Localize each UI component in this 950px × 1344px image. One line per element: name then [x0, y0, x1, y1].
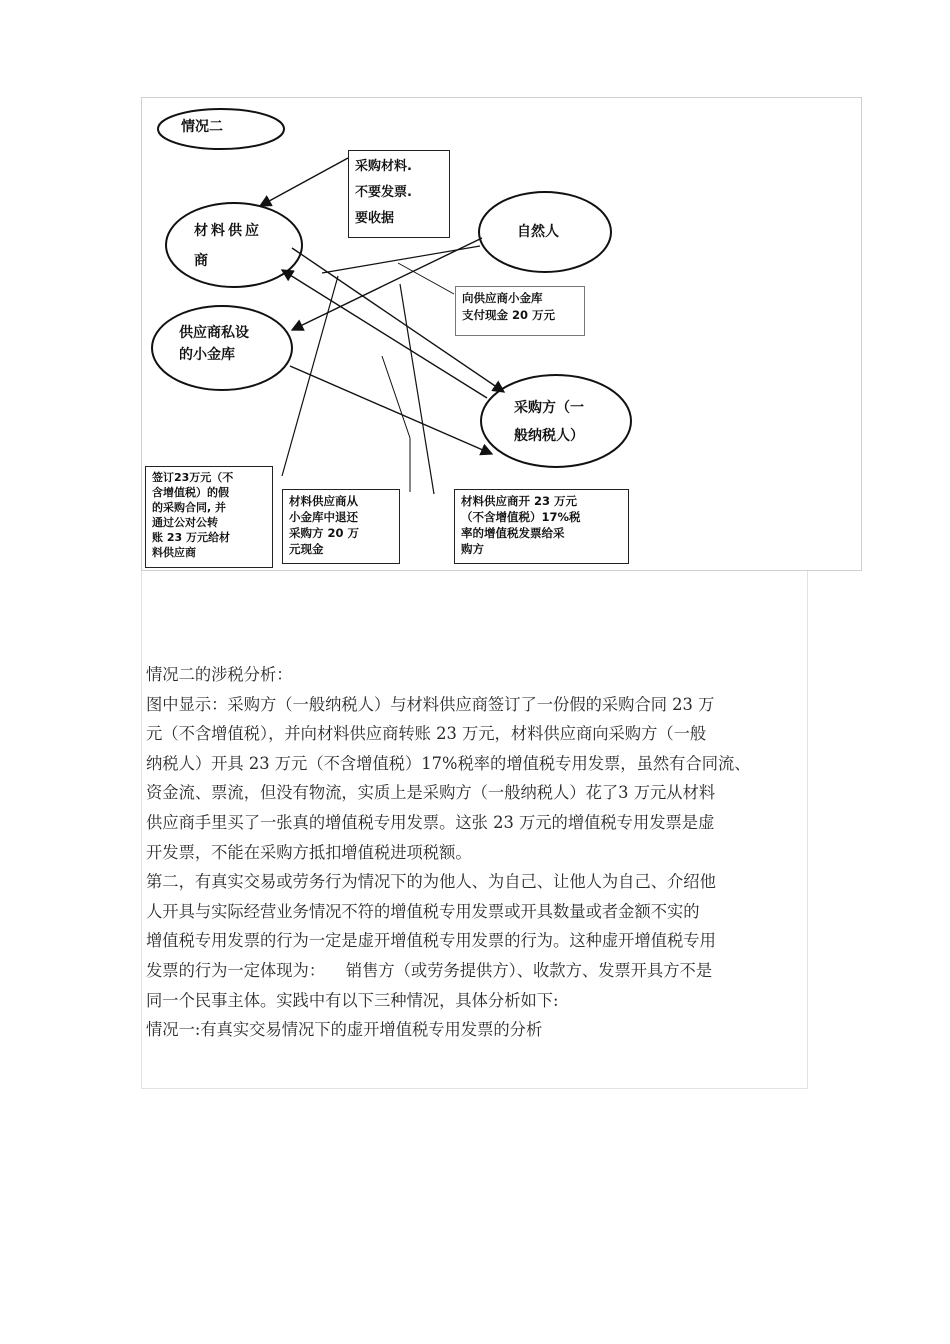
note-contract: [145, 466, 273, 568]
note-line: （不含增值税）17%税: [461, 510, 581, 524]
buyer-label-line: 般纳税人）: [514, 428, 584, 445]
note-line: 的采购合同, 并: [152, 501, 227, 514]
supplier-label-line: 材料供应: [194, 223, 262, 239]
text-line: 纳税人）开具 23 万元（不含增值税）17%税率的增值税专用发票，虽然有合同流、: [146, 753, 751, 773]
note-line: 采购方 20 万: [289, 526, 360, 540]
text-line: 增值税专用发票的行为一定是虚开增值税专用发票的行为。这种虚开增值税专用: [146, 931, 716, 951]
note-line: 小金库中退还: [289, 510, 358, 524]
note-line: 签订23万元（不: [152, 471, 234, 484]
note-line: 向供应商小金库: [462, 291, 543, 305]
analysis-text: [146, 660, 818, 1045]
text-line: 情况二的涉税分析：: [146, 665, 293, 684]
diagram-title: 情况二: [181, 119, 223, 135]
text-line: 元（不含增值税），并向材料供应商转账 23 万元，材料供应商向采购方（一般: [146, 724, 707, 744]
text-line: 发票的行为一定体现为： 销售方（或劳务提供方）、收款方、发票开具方不是: [146, 960, 713, 980]
note-line: 采购材料.: [355, 159, 412, 174]
note-purchase: [348, 150, 450, 238]
vault-node: [179, 322, 249, 367]
text-line: 情况一:有真实交易情况下的虚开增值税专用发票的分析: [146, 1020, 543, 1040]
note-line: 支付现金 20 万元: [462, 307, 556, 322]
note-line: 不要发票.: [355, 185, 412, 200]
text-line: 图中显示：采购方（一般纳税人）与材料供应商签订了一份假的采购合同 23 万: [146, 694, 715, 714]
note-refund: [282, 489, 400, 564]
vault-label-line: 供应商私设: [179, 325, 249, 341]
buyer-label-line: 采购方（一: [514, 400, 584, 416]
note-line: 材料供应商开 23 万元: [461, 494, 578, 508]
text-line: 同一个民事主体。实践中有以下三种情况，具体分析如下:: [146, 990, 559, 1010]
text-line: 第二，有真实交易或劳务行为情况下的为他人、为自己、让他人为自己、介绍他: [146, 872, 716, 892]
note-line: 料供应商: [152, 546, 196, 559]
note-line: 购方: [461, 542, 484, 556]
note-line: 率的增值税发票给采: [461, 526, 565, 540]
note-cash: [455, 286, 585, 336]
text-line: 人开具与实际经营业务情况不符的增值税专用发票或开具数量或者金额不实的: [146, 901, 700, 921]
note-invoice: [454, 489, 629, 564]
note-line: 含增值税）的假: [152, 486, 229, 499]
buyer-node: [514, 397, 584, 448]
note-line: 元现金: [289, 542, 324, 556]
note-line: 要收据: [355, 211, 395, 226]
supplier-node: [194, 220, 262, 273]
supplier-label-line: 商: [194, 253, 208, 270]
person-node: 自然人: [517, 224, 559, 240]
note-line: 通过公对公转: [152, 516, 218, 529]
text-line: 供应商手里买了一张真的增值税专用发票。这张 23 万元的增值税专用发票是虚: [146, 812, 715, 832]
text-line: 资金流、票流，但没有物流，实质上是采购方（一般纳税人）花了3 万元从材料: [146, 783, 716, 803]
note-line: 材料供应商从: [289, 494, 358, 508]
text-line: 开发票，不能在采购方抵扣增值税进项税额。: [146, 842, 472, 862]
note-line: 账 23 万元给材: [152, 531, 230, 544]
flow-diagram: [141, 97, 862, 571]
vault-label-line: 的小金库: [179, 347, 235, 364]
